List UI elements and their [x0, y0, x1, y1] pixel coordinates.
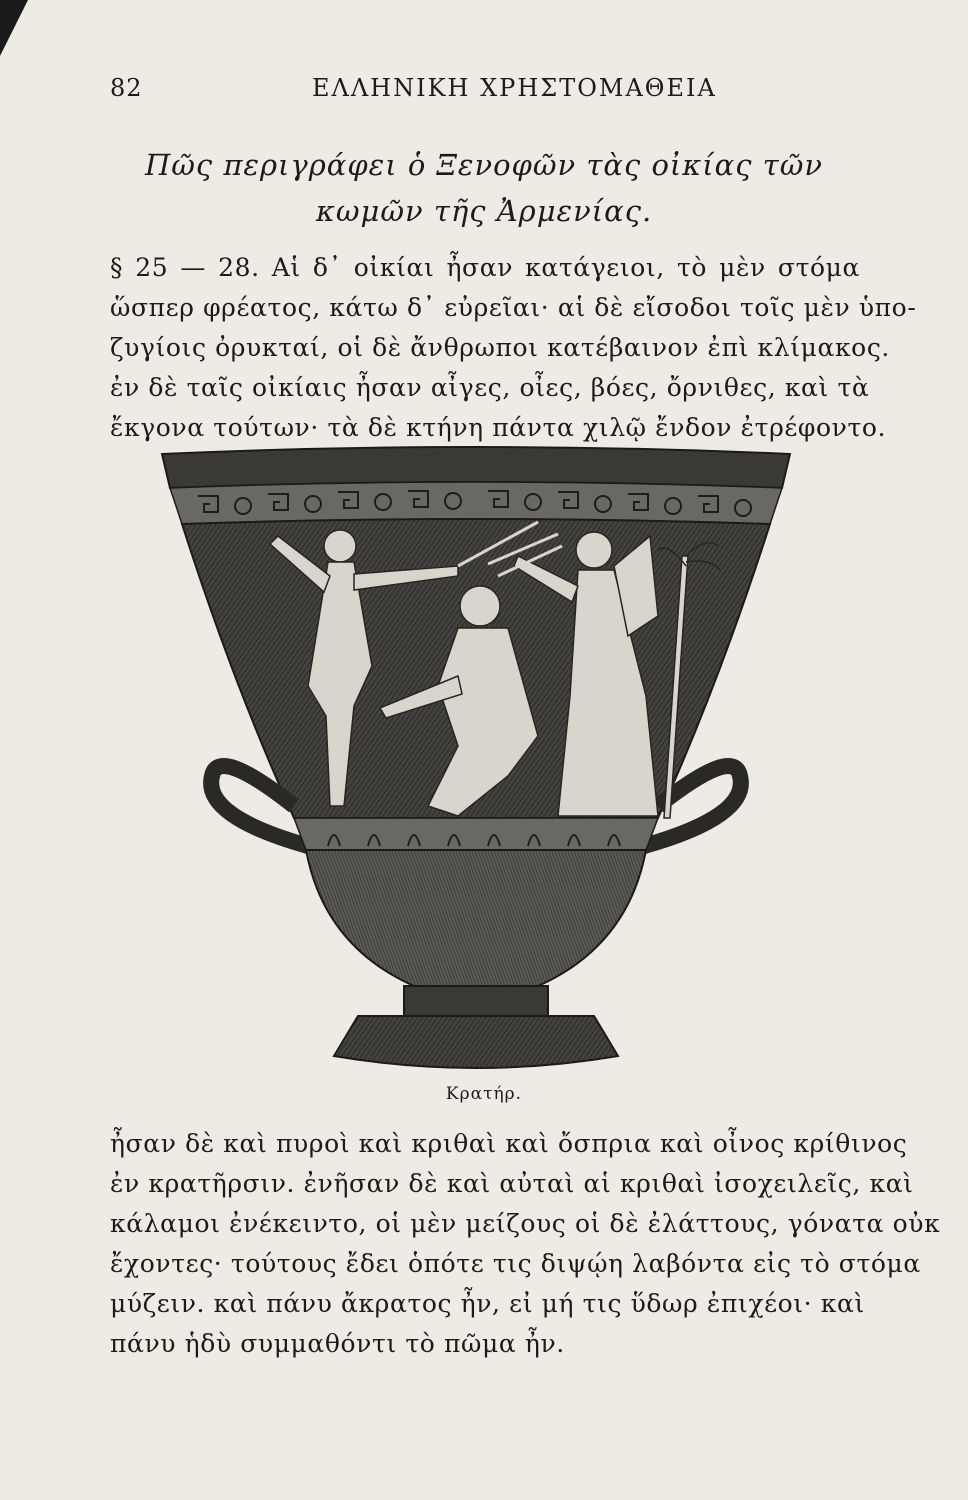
- paragraph-1: [110, 248, 917, 448]
- page-header: [0, 74, 968, 114]
- krater-illustration: [158, 446, 794, 1086]
- section-title-line-2: κωμῶν τῆς Ἀρμενίας.: [315, 194, 653, 228]
- vase-stem: [404, 986, 548, 1016]
- paragraph-1-line: ζυγίοις ὀρυκταί, οἱ δὲ ἄνθρωποι κατέβαινον ἐπὶ κλίμακος.: [110, 333, 890, 362]
- vase-foot: [334, 1016, 618, 1068]
- paragraph-2-line: ἐν κρατῆρσιν. ἐνῆσαν δὲ καὶ αὐταὶ αἱ κριθαὶ ἰσοχειλεῖς, καὶ: [110, 1169, 914, 1198]
- paragraph-1-line: § 25 — 28. Αἱ δ᾽ οἰκίαι ἦσαν κατάγειοι, τὸ μὲν στόμα: [110, 253, 860, 282]
- page-number: 82: [110, 74, 143, 102]
- paragraph-1-line: ἐν δὲ ταῖς οἰκίαις ἦσαν αἶγες, οἶες, βόες, ὄρνιθες, καὶ τὰ: [110, 373, 870, 402]
- ornament-band: [170, 482, 782, 524]
- paragraph-2-line: μύζειν. καὶ πάνυ ἄκρατος ἦν, εἰ μή τις ὕδωρ ἐπιχέοι· καὶ: [110, 1289, 865, 1318]
- paragraph-2-line: ἦσαν δὲ καὶ πυροὶ καὶ κριθαὶ καὶ ὄσπρια καὶ οἶνος κρίθινος: [110, 1129, 908, 1158]
- paragraph-2: [110, 1124, 941, 1364]
- vase-lower-body: [306, 850, 646, 986]
- paragraph-2-line: ἔχοντες· τούτους ἔδει ὁπότε τις διψῴη λαβόντα εἰς τὸ στόμα: [110, 1249, 921, 1278]
- paragraph-1-line: ἔκγονα τούτων· τὰ δὲ κτήνη πάντα χιλῷ ἔνδον ἐτρέφοντο.: [110, 413, 887, 442]
- paragraph-1-line: ὥσπερ φρέατος, κάτω δ᾽ εὐρεῖαι· αἱ δὲ εἴσοδοι τοῖς μὲν ὑπο-: [110, 293, 917, 322]
- paragraph-2-line: πάνυ ἡδὺ συμμαθόντι τὸ πῶμα ἦν.: [110, 1329, 565, 1358]
- section-title-line-1: Πῶς περιγράφει ὁ Ξενοφῶν τὰς οἰκίας τῶν: [144, 148, 824, 182]
- running-title: ΕΛΛΗΝΙΚΗ ΧΡΗΣΤΟΜΑΘΕΙΑ: [312, 74, 717, 102]
- lower-ornament-band: [294, 818, 658, 850]
- section-title: [110, 142, 858, 234]
- figure-caption: Κρατήρ.: [445, 1084, 523, 1104]
- page-corner-shadow: [0, 0, 28, 56]
- paragraph-2-line: κάλαμοι ἐνέκειντο, οἱ μὲν μείζους οἱ δὲ ἐλάττους, γόνατα οὐκ: [110, 1209, 941, 1238]
